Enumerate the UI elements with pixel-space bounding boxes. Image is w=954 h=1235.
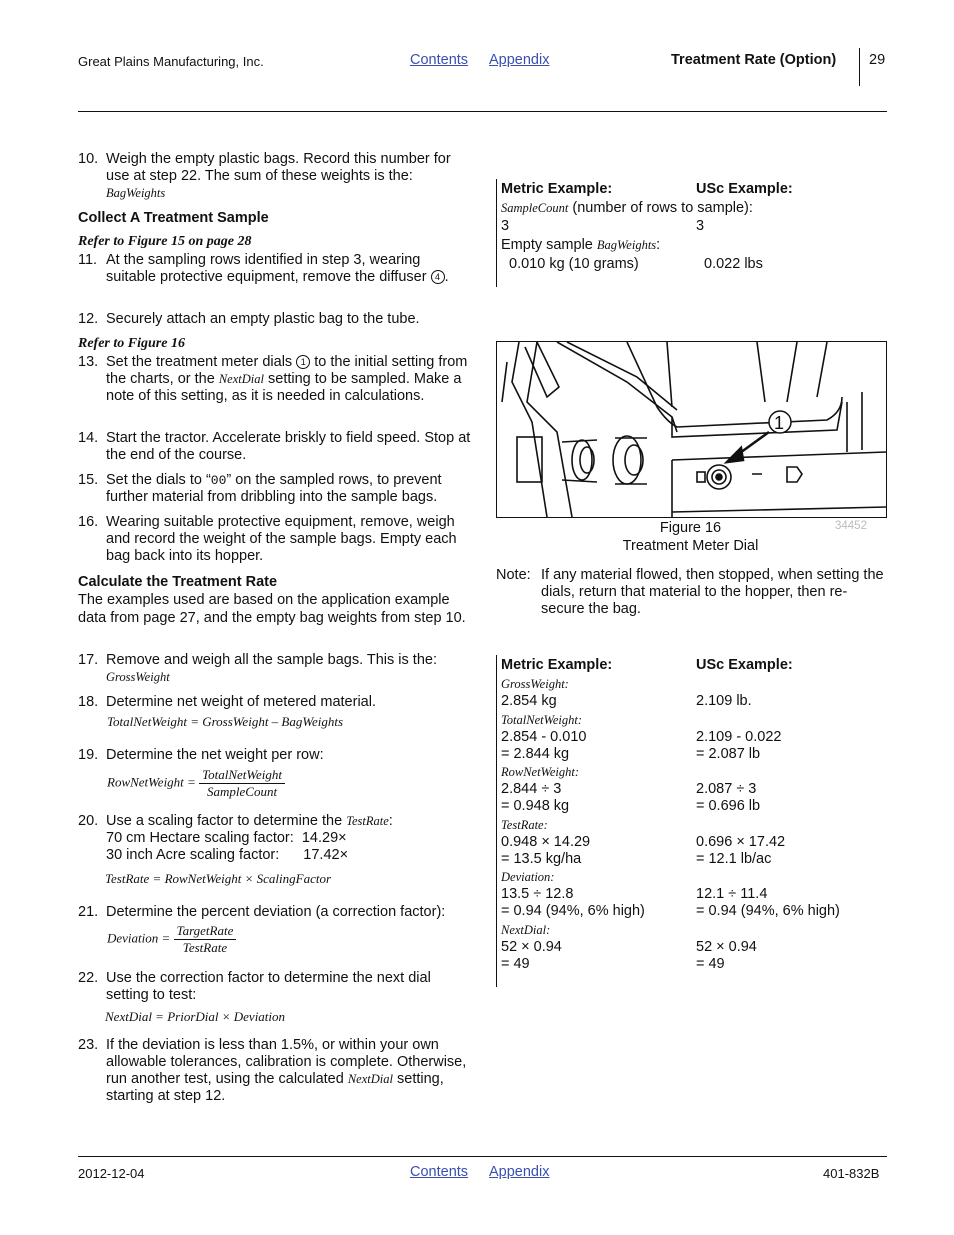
numerator: TotalNetWeight	[199, 767, 285, 784]
figure-callout-1: 1	[774, 413, 785, 433]
variable-bagweights: BagWeights	[106, 186, 166, 200]
step-23	[78, 1037, 473, 1105]
metric-result: = 49	[501, 955, 530, 972]
usc-value: 52 × 0.94	[696, 938, 757, 955]
usc-value: 2.109 lb.	[696, 693, 752, 709]
step-text: Wearing suitable protective equipment, remove, weigh and record the weight of the sample bags. Empty each bag back into its hopper.	[106, 514, 457, 564]
dial-code: 00	[210, 473, 227, 488]
metric-result: = 0.94 (94%, 6% high)	[501, 903, 645, 919]
example-variable-label: RowNetWeight:	[501, 765, 580, 779]
usc-value: 12.1 ÷ 11.4	[696, 886, 768, 902]
usc-example-heading-2: USc Example:	[696, 657, 793, 673]
metric-example-heading-2: Metric Example:	[501, 657, 613, 673]
usc-result: = 0.94 (94%, 6% high)	[696, 903, 840, 919]
usc-value: 2.109 - 0.022	[696, 728, 782, 745]
note-label: Note:	[496, 567, 531, 583]
sample-count-row	[501, 200, 753, 217]
step-text: If the deviation is less than 1.5%, or within your own allowable tolerances, calibration is complete. Otherwise, run another test, using the calculated	[106, 1037, 467, 1087]
acre-scaling-value: 17.42×	[303, 847, 349, 863]
step-text: Weigh the empty plastic bags. Record this number for use at step 22. The sum of these weights is the:	[106, 151, 451, 184]
callout-4-icon: 4	[431, 270, 445, 284]
example-variable-label: TotalNetWeight:	[501, 712, 583, 727]
step-15	[78, 472, 473, 506]
sample-count-usc: 3	[696, 218, 705, 234]
figure-reference-15: Refer to Figure 15 on page 28	[78, 234, 252, 249]
figure-16-frame	[496, 341, 887, 518]
step-number: 13.	[78, 354, 99, 370]
step-text: to the initial setting from the charts, or the	[106, 354, 468, 387]
equation-fraction	[174, 923, 237, 956]
step-text: Determine the percent deviation (a correction factor):	[106, 904, 446, 920]
equation-test-rate: TestRate = RowNetWeight × ScalingFactor	[105, 871, 332, 886]
metric-value: 2.854 kg	[501, 693, 557, 709]
figure-caption-title: Treatment Meter Dial	[622, 538, 759, 554]
footer-rule	[78, 1156, 887, 1157]
variable-samplecount: SampleCount	[501, 201, 569, 215]
step-text-end: .	[444, 269, 449, 285]
step-number: 14.	[78, 430, 99, 446]
denominator: SampleCount	[207, 784, 278, 799]
metric-value: 0.948 × 14.29	[501, 833, 591, 850]
step-17	[78, 652, 473, 686]
treatment-meter-dial-illustration	[497, 342, 886, 517]
step-number: 18.	[78, 694, 99, 710]
step-20	[78, 813, 473, 864]
empty-sample-metric: 0.010 kg (10 grams)	[509, 256, 639, 272]
variable-bagweights: BagWeights	[596, 238, 657, 252]
step-text: Use a scaling factor to determine the	[106, 813, 343, 829]
step-text: Set the treatment meter dials	[106, 354, 293, 370]
step-21	[78, 904, 473, 921]
header-appendix-link[interactable]: Appendix	[489, 52, 550, 68]
step-text: Set the dials to “	[106, 472, 211, 488]
metric-value: 13.5 ÷ 12.8	[501, 886, 574, 902]
metric-value: 2.854 - 0.010	[501, 728, 587, 745]
example-variable-label: NextDial:	[501, 922, 551, 937]
hectare-scaling-value: 14.29×	[301, 830, 347, 846]
header-rule	[78, 111, 887, 112]
equation-lhs: RowNetWeight =	[107, 774, 196, 790]
step-text: Start the tractor. Accelerate briskly to field speed. Stop at the end of the course.	[106, 430, 471, 463]
heading-collect-sample: Collect A Treatment Sample	[78, 210, 269, 226]
step-number: 19.	[78, 747, 99, 763]
step-text: ” on the sampled rows, to prevent further material from dribbling into the sample bags.	[106, 472, 442, 505]
step-16	[78, 514, 473, 565]
metric-example-heading: Metric Example:	[501, 181, 613, 197]
metric-result: = 0.948 kg	[501, 798, 570, 814]
equation-next-dial: NextDial = PriorDial × Deviation	[105, 1009, 286, 1024]
empty-sample-label: Empty sample	[501, 237, 593, 253]
equation-lhs: Deviation =	[107, 930, 171, 946]
note-text: If any material flowed, then stopped, when setting the dials, return that material to the hopper, then re-secure the bag.	[541, 567, 884, 618]
sample-count-metric: 3	[501, 218, 510, 234]
heading-calculate-rate: Calculate the Treatment Rate	[78, 574, 278, 590]
callout-1-icon: 1	[296, 355, 310, 369]
equation-deviation	[107, 923, 236, 956]
example-variable-label: Deviation:	[501, 870, 555, 884]
step-13	[78, 354, 473, 405]
variable-nextdial: NextDial	[218, 372, 264, 386]
calc-intro: The examples used are based on the application example data from page 27, and the empty bag weights from step 10.	[78, 592, 466, 626]
equation-total-net-weight: TotalNetWeight = GrossWeight – BagWeights	[107, 714, 344, 729]
step-number: 12.	[78, 311, 99, 327]
empty-sample-row: Empty sample BagWeights:	[501, 237, 661, 253]
usc-result: = 12.1 lb/ac	[696, 850, 772, 867]
metric-value: 2.844 ÷ 3	[501, 781, 562, 797]
equation-fraction	[199, 767, 285, 800]
usc-example-heading: USc Example:	[696, 181, 793, 197]
usc-result: = 0.696 lb	[696, 798, 761, 814]
variable-grossweight: GrossWeight	[106, 670, 170, 684]
figure-reference-16: Refer to Figure 16	[78, 336, 185, 351]
numerator: TargetRate	[174, 923, 237, 940]
metric-value: 52 × 0.94	[501, 938, 562, 955]
step-number: 23.	[78, 1037, 99, 1053]
usc-result: = 49	[696, 955, 725, 972]
step-text: Determine net weight of metered material.	[106, 694, 376, 710]
company-name: Great Plains Manufacturing, Inc.	[78, 54, 264, 69]
step-number: 10.	[78, 151, 99, 167]
step-text: setting to be sampled. Make a note of this setting, as it is needed in calculations.	[106, 371, 462, 404]
metric-result: = 13.5 kg/ha	[501, 850, 582, 867]
usc-value: 2.087 ÷ 3	[696, 781, 757, 797]
header-contents-link[interactable]: Contents	[410, 52, 469, 68]
step-text: setting, starting at step 12.	[106, 1071, 444, 1104]
example-box-1	[496, 179, 497, 287]
variable-nextdial: NextDial	[347, 1072, 393, 1086]
empty-sample-usc: 0.022 lbs	[704, 256, 763, 272]
metric-result: = 2.844 kg	[501, 745, 570, 762]
equation-row-net-weight	[107, 767, 285, 800]
step-text: Securely attach an empty plastic bag to the tube.	[106, 311, 420, 327]
step-number: 22.	[78, 970, 99, 986]
step-text: At the sampling rows identified in step 3, wearing suitable protective equipment, remove the diffuser	[106, 252, 427, 285]
usc-value: 0.696 × 17.42	[696, 833, 786, 850]
step-number: 16.	[78, 514, 99, 530]
step-19	[78, 747, 473, 764]
usc-result: = 2.087 lb	[696, 745, 761, 762]
section-title: Treatment Rate (Option)	[671, 52, 837, 68]
step-12	[78, 311, 473, 328]
variable-testrate: TestRate	[346, 814, 389, 828]
colon: :	[388, 813, 393, 829]
figure-caption-number: Figure 16	[659, 520, 722, 536]
step-number: 17.	[78, 652, 99, 668]
footer-doc-number: 401-832B	[823, 1166, 880, 1181]
footer-appendix-link[interactable]: Appendix	[489, 1164, 550, 1180]
footer-contents-link[interactable]: Contents	[410, 1164, 469, 1180]
sample-note: (number of rows to sample):	[572, 200, 753, 216]
step-text: Determine the net weight per row:	[106, 747, 324, 763]
footer-date: 2012-12-04	[78, 1166, 145, 1181]
step-10	[78, 151, 473, 202]
step-number: 20.	[78, 813, 99, 829]
header-divider	[859, 48, 860, 86]
step-number: 21.	[78, 904, 99, 920]
denominator: TestRate	[182, 940, 228, 955]
acre-scaling-label: 30 inch Acre scaling factor:	[106, 847, 280, 863]
example-variable-label: GrossWeight:	[501, 677, 569, 691]
example-variable-label: TestRate:	[501, 817, 548, 832]
step-number: 11.	[78, 252, 98, 268]
step-number: 15.	[78, 472, 99, 488]
step-22	[78, 970, 473, 1004]
step-text: Use the correction factor to determine the next dial setting to test:	[106, 970, 431, 1003]
hectare-scaling-label: 70 cm Hectare scaling factor:	[106, 830, 294, 846]
example-box-2	[496, 655, 497, 987]
page-number: 29	[869, 52, 886, 68]
step-text: Remove and weigh all the sample bags. This is the:	[106, 652, 437, 668]
step-14	[78, 430, 473, 464]
step-11	[78, 252, 473, 286]
step-18	[78, 694, 473, 711]
figure-image-id: 34452	[835, 520, 867, 532]
